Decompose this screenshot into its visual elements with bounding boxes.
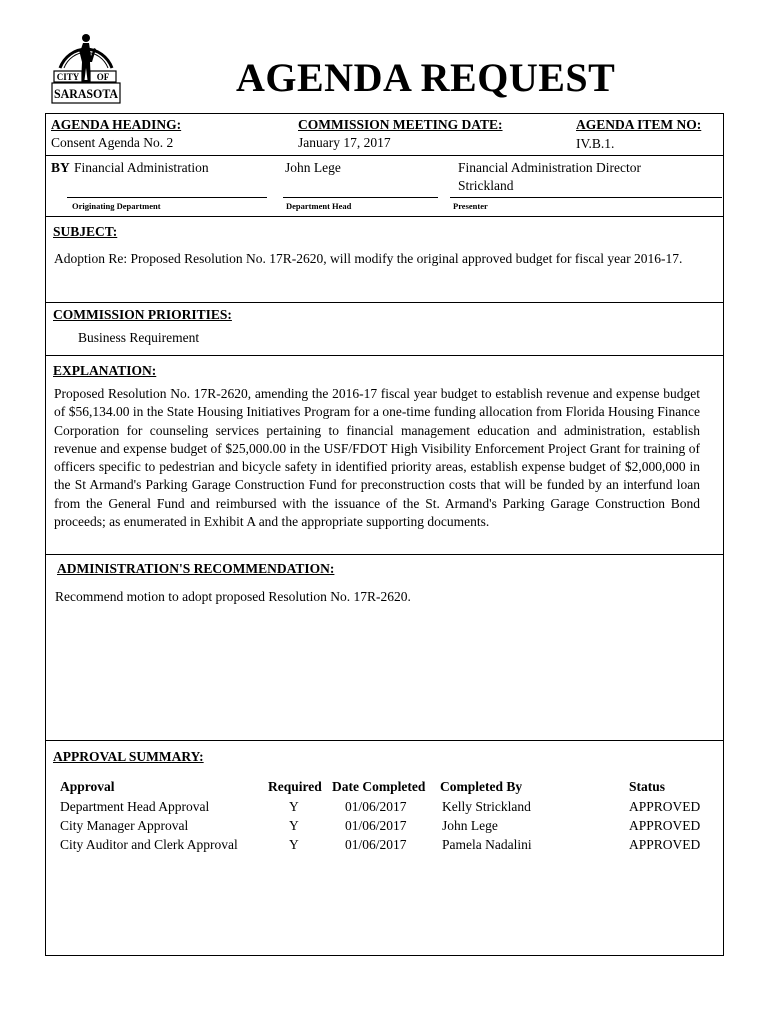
logo-of-text: OF [96,72,110,82]
table-cell-required: Y [289,818,299,833]
column-header-approval: Approval [60,779,115,794]
logo-city-text: CITY [56,72,80,82]
presenter-caption: Presenter [453,201,488,211]
column-header-required: Required [268,779,322,794]
department-head-caption: Department Head [286,201,352,211]
presenter-underline [450,197,722,198]
table-cell-approval: Department Head Approval [60,799,210,814]
column-header-status: Status [629,779,666,794]
page-title: AGENDA REQUEST [236,55,616,100]
department-head-value: John Lege [285,160,341,175]
originating-department-underline [67,197,267,198]
subject-label: SUBJECT: [53,224,118,239]
table-cell-required: Y [289,837,299,852]
presenter-value-line2: Strickland [458,178,514,193]
originating-department-caption: Originating Department [72,201,161,211]
table-cell-status: APPROVED [629,799,701,814]
divider [45,740,724,741]
city-seal-logo [50,22,122,106]
explanation-label: EXPLANATION: [53,363,157,378]
explanation-text: Proposed Resolution No. 17R-2620, amending the 2016-17 fiscal year budget to establish revenue and expense budget of $56,134.00 in the State Housing Initiatives Program for a one-time funding allocation from Florida Housing Finance Corporation for counseling services pertaining to financial management education and administration, establish revenue and expense budget of $25,000.00 in the USF/FDOT High Visibility Enforcement Project Grant for training of officers specific to pedestrian and bicycle safety in identified priority areas, establish expense budget of $2,000,000 in the St Armand's Parking Garage Construction Fund for preconstruction costs that will be funded by an interfund loan from the General Fund and reimbursed with the issuance of the St. Armand's Parking Garage Construction Bond proceeds; as enumerated in Exhibit A and the appropriate supporting documents. [54,386,700,530]
table-cell-approval: City Auditor and Clerk Approval [60,837,238,852]
commission-priorities-text: Business Requirement [78,330,200,345]
presenter-value-line1: Financial Administration Director [458,160,641,175]
divider [45,216,724,217]
divider [45,302,724,303]
subject-text: Adoption Re: Proposed Resolution No. 17R-2620, will modify the original approved budget for fiscal year 2016-17. [54,251,683,266]
meeting-date-label: COMMISSION MEETING DATE: [298,117,503,132]
agenda-heading-value: Consent Agenda No. 2 [51,135,174,150]
by-label: BY [51,160,70,175]
approval-summary-label: APPROVAL SUMMARY: [53,749,204,764]
commission-priorities-label: COMMISSION PRIORITIES: [53,307,232,322]
table-cell-status: APPROVED [629,837,701,852]
table-cell-date: 01/06/2017 [345,837,407,852]
table-cell-approval: City Manager Approval [60,818,189,833]
table-cell-required: Y [289,799,299,814]
column-header-completed-by: Completed By [440,779,523,794]
divider [45,554,724,555]
table-cell-completed-by: Pamela Nadalini [442,837,532,852]
department-head-underline [283,197,438,198]
agenda-item-no-label: AGENDA ITEM NO: [576,117,702,132]
table-cell-completed-by: Kelly Strickland [442,799,531,814]
agenda-item-no-value: IV.B.1. [576,136,615,151]
column-header-date-completed: Date Completed [332,779,426,794]
recommendation-label: ADMINISTRATION'S RECOMMENDATION: [57,561,335,576]
table-cell-date: 01/06/2017 [345,818,407,833]
meeting-date-value: January 17, 2017 [298,135,391,150]
originating-department-value: Financial Administration [74,160,209,175]
agenda-heading-label: AGENDA HEADING: [51,117,182,132]
table-cell-completed-by: John Lege [442,818,498,833]
recommendation-text: Recommend motion to adopt proposed Resolution No. 17R-2620. [55,589,411,604]
divider [45,155,724,156]
table-cell-date: 01/06/2017 [345,799,407,814]
logo-sarasota-text: SARASOTA [54,86,119,101]
table-cell-status: APPROVED [629,818,701,833]
divider [45,355,724,356]
